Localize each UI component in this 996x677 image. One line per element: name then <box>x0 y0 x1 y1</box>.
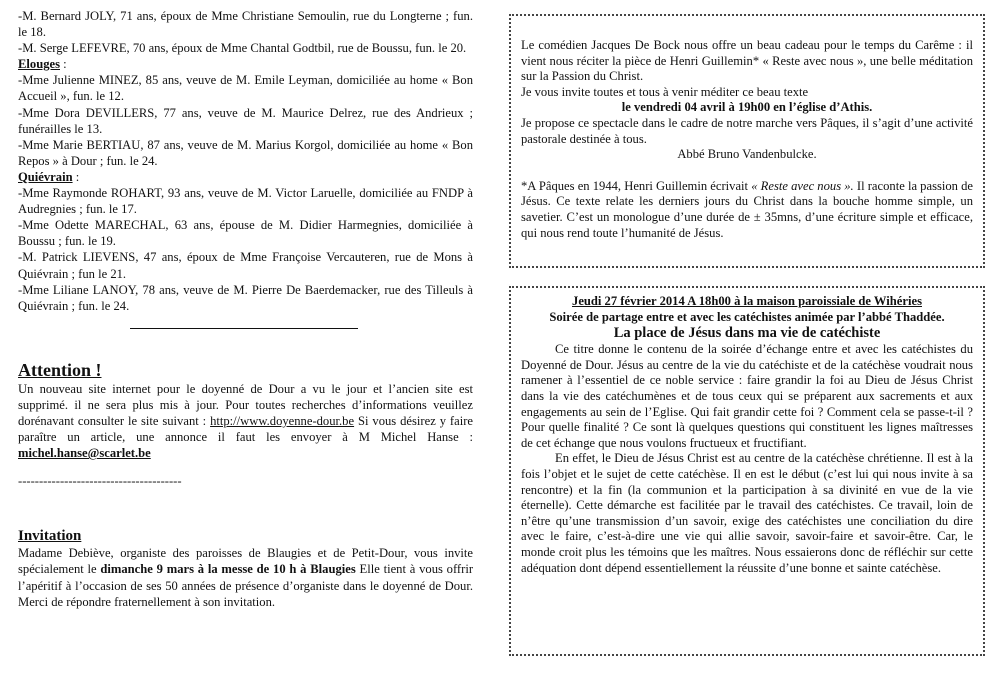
death-notice: -Mme Marie BERTIAU, 87 ans, veuve de M. Marius Korgol, domiciliée au home « Bon Repos » à Dour ; fun. le 24. <box>18 137 473 168</box>
divider-line <box>130 328 358 329</box>
death-notice: -Mme Raymonde ROHART, 93 ans, veuve de M. Victor Laruelle, domiciliée au FNDP à Audregnies ; fun. le 17. <box>18 186 473 217</box>
elouges-colon: : <box>60 57 67 72</box>
death-notice: -M. Patrick LIEVENS, 47 ans, époux de Mme Françoise Vercauteren, rue de Mons à Quiévrain ; fun le 21. <box>18 250 473 281</box>
death-notice: -Mme Julienne MINEZ, 85 ans, veuve de M. Emile Leyman, domiciliée au home « Bon Accueil », fun. le 12. <box>18 73 473 104</box>
footnote <box>521 179 973 241</box>
death-notice: -M. Serge LEFEVRE, 70 ans, époux de Mme Chantal Godtbil, rue de Boussu, fun. le 20. <box>18 41 467 56</box>
left-column <box>18 8 473 610</box>
death-notice: -Mme Odette MARECHAL, 63 ans, épouse de M. Didier Harmegnies, domiciliée à Boussu ; fun. le 19. <box>18 218 473 249</box>
event-subhead: Soirée de partage entre et avec les catéchistes animée par l’abbé Thaddée. <box>549 309 945 324</box>
event-title: La place de Jésus dans ma vie de catéchiste <box>613 325 881 342</box>
invitation-text-2: Elle tient à vous offrir l’apéritif à l’occasion de ses 50 années de présence d’organiste dans le doyenné de Dour. Merci de répondre fraternellement à son invitation. <box>18 562 474 609</box>
attention-title: Attention ! <box>18 359 102 380</box>
announcement-intro: Le comédien Jacques De Bock nous offre un beau cadeau pour le temps du Carême : il vient nous réciter la pièce de Henri Guillemin* « Reste avec nous », une belle méditation sur la Passion du Christ. <box>521 38 973 84</box>
elouges-label: Elouges <box>18 57 60 72</box>
dash-separator: --------------------------------------- <box>18 474 182 489</box>
footnote-title: « Reste avec nous ». <box>751 178 854 193</box>
theatre-announcement-box <box>509 14 985 268</box>
announcement-date: le vendredi 04 avril à 19h00 en l’église d’Athis. <box>621 100 873 115</box>
death-notice: -M. Bernard JOLY, 71 ans, époux de Mme Christiane Semoulin, rue du Longterne ; fun. le 18. <box>18 9 473 40</box>
invitation-title: Invitation <box>18 528 82 545</box>
website-link[interactable]: http://www.doyenne-dour.be <box>210 413 355 428</box>
announcement-signature: Abbé Bruno Vandenbulcke. <box>677 147 817 162</box>
section-heading-elouges <box>18 56 473 72</box>
quievrain-label: Quiévrain <box>18 169 73 184</box>
invitation-date: dimanche 9 mars à la messe de 10 h à Blaugies <box>100 562 356 577</box>
attention-text: Un nouveau site internet pour le doyenné de Dour a vu le jour et l’ancien site est supprimé. il ne sera plus mis à jour. Pour toutes recherches d’informations veuillez dorénavant consulter le site suivant : <box>18 381 473 428</box>
event-headline: Jeudi 27 février 2014 A 18h00 à la maison paroissiale de Wihéries <box>572 294 922 308</box>
invitation-text: Madame Debiève, organiste des paroisses de Blaugies et de Petit-Dour, vous invite spécialement le <box>18 546 473 577</box>
quievrain-colon: : <box>72 169 80 184</box>
email-link[interactable]: michel.hanse@scarlet.be <box>18 446 151 461</box>
announcement-purpose: Je propose ce spectacle dans le cadre de notre marche vers Pâques, il s’agit d’une activité pastorale destinée à tous. <box>521 115 973 146</box>
announcement-invite: Je vous invite toutes et tous à venir méditer ce beau texte <box>521 84 809 99</box>
footnote-text: *A Pâques en 1944, Henri Guillemin écrivait <box>521 178 752 193</box>
death-notice: -Mme Liliane LANOY, 78 ans, veuve de M. Pierre De Baerdemacker, rue des Tilleuls à Quiévrain ; fun. le 24. <box>18 282 473 313</box>
event-paragraph-2: En effet, le Dieu de Jésus Christ est au centre de la catéchèse chrétienne. Il est à la fois l’objet et le sujet de cette catéchèse. Il en est le début (c’est lui qui nous invite à sa rencontre) et la fin (la communion et la participation à sa divinité en vue de la vie éternelle). Cette démarche est facilitée par le travail des catéchistes. Ce travail, loin de n’être qu’une transmission d’un savoir, exige des catéchistes une conciliation du dire avec le faire, c’est-à-dire une vie qui allie savoir, savoir-faire et savoir-être. Car, le monde croit plus les témoins que les maîtres. Nous essaierons donc de réfléchir sur cette adéquation dont dépend essentiellement la réussite d’une bonne et sainte catéchèse. <box>521 451 973 575</box>
death-notice: -Mme Dora DEVILLERS, 77 ans, veuve de M. Maurice Delrez, rue des Andrieux ; funérailles le 13. <box>18 105 473 136</box>
section-heading-quievrain <box>18 169 473 185</box>
footnote-text-2: Il raconte la passion de Jésus. Ce texte relate les derniers jours du Christ dans la bouche homme simple, un savetier. C’est un monologue d’une durée de ± 35mns, d’une écriture simple et efficace, qui nous rend toute l’humanité de Jésus. <box>521 178 974 240</box>
invitation-paragraph <box>18 545 473 609</box>
attention-text-2: Si vous désirez y faire paraître un article, une annonce il faut les envoyer à M Michel Hanse : <box>18 413 473 445</box>
catechist-evening-box <box>509 286 985 656</box>
event-paragraph-1: Ce titre donne le contenu de la soirée d’échange entre et avec les catéchistes du Doyenné de Dour. Jésus au centre de la vie du catéchiste et de la catéchèse voudrait nous ramener à l’essentiel de ce noble service : faire grandir la foi au Dieu de Jésus Christ dans la vie des catéchumènes et de tous ceux qui se préparent aux sacrements et aux engagements au sein de l’Eglise. Qui fait grandir cette foi ? Comment cela se passe-t-il ? Pour quelle finalité ? Ce sont là quelques questions qui constituent les lignes maîtresses de cet échange que nous voulons fructueux et fructifiant. <box>521 342 973 450</box>
attention-paragraph <box>18 381 473 461</box>
